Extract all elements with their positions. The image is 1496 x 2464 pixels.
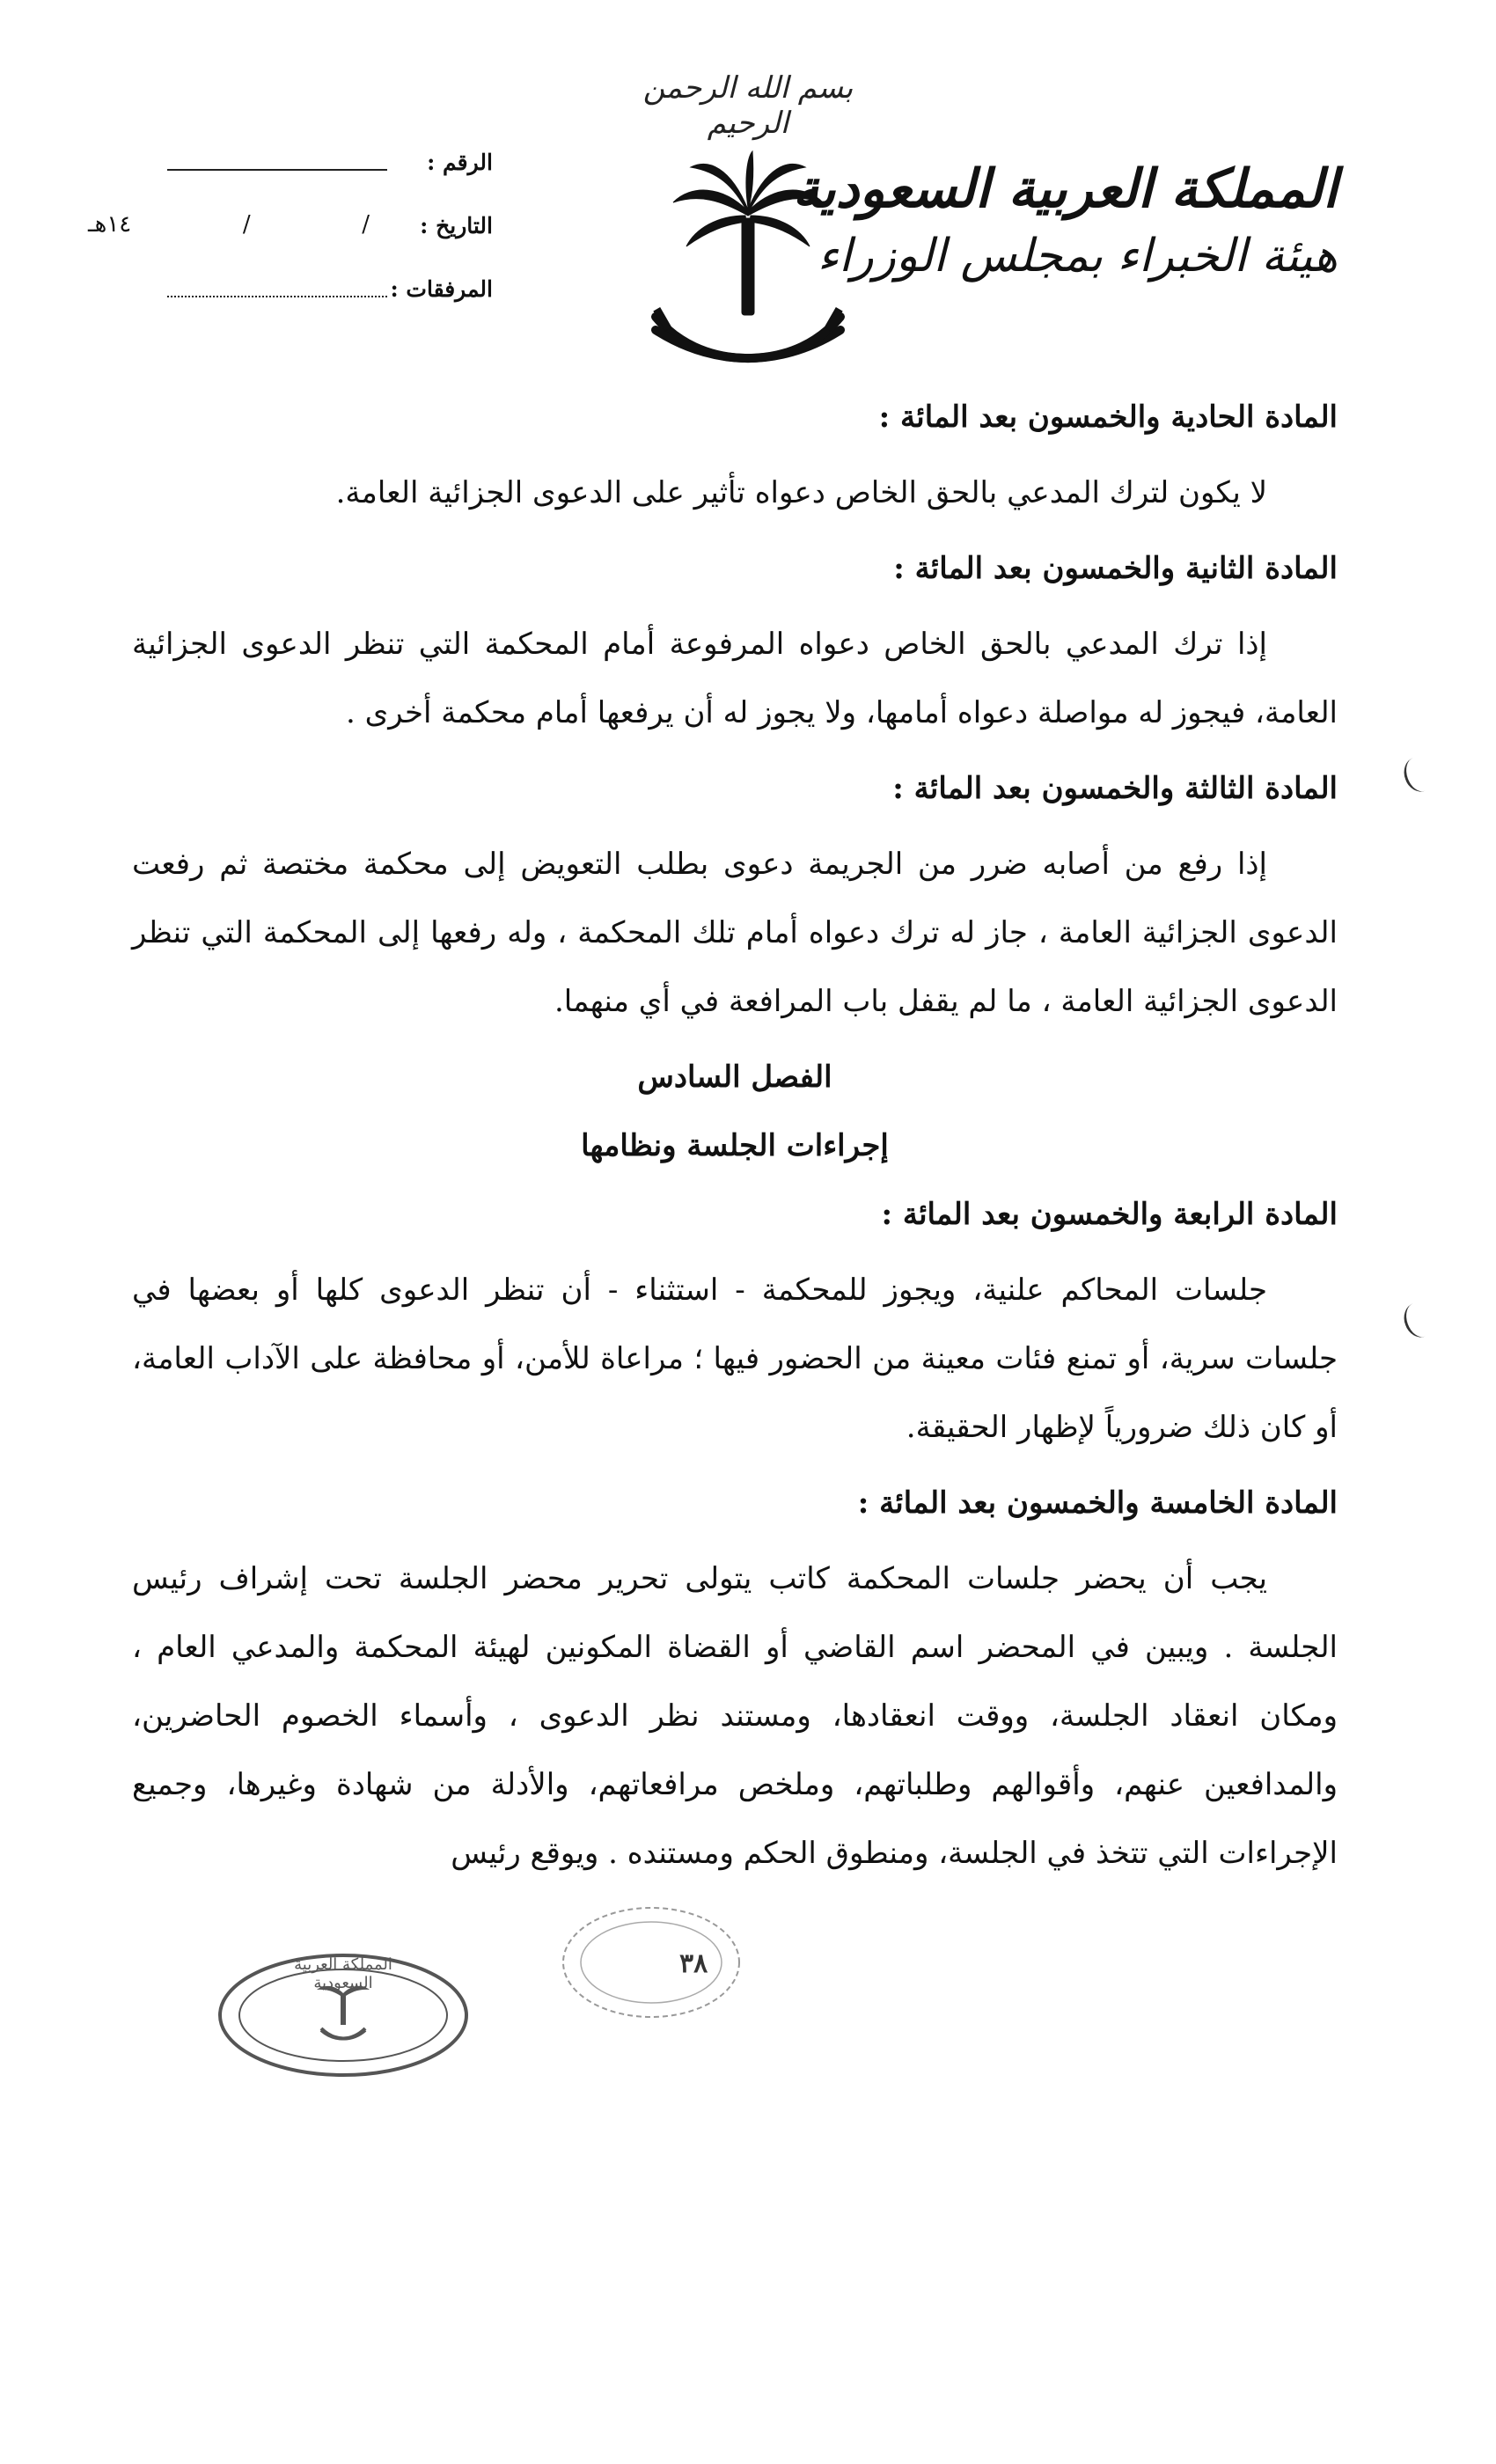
article-155-title: المادة الخامسة والخمسون بعد المائة : xyxy=(857,1485,1338,1521)
article-154-title: المادة الرابعة والخمسون بعد المائة : xyxy=(881,1197,1338,1232)
meta-attachments-row xyxy=(88,276,493,340)
seal-text: المملكة العربية السعودية xyxy=(294,1955,392,1992)
meta-date-label: التاريخ : xyxy=(420,213,493,238)
organization-name xyxy=(792,154,1338,288)
document-body xyxy=(132,383,1338,1895)
article-152-text: إذا ترك المدعي بالحق الخاص دعواه المرفوعة أمام المحكمة التي تنظر الدعوى الجزائية العامة، فيجوز له مواصلة دعواه أمامها، ولا يجوز له أن يرفعها أمام محكمة أخرى . xyxy=(132,627,1338,730)
article-151-text: لا يكون لترك المدعي بالحق الخاص دعواه تأثير على الدعوى الجزائية العامة. xyxy=(335,475,1267,510)
article-155-text: يجب أن يحضر جلسات المحكمة كاتب يتولى تحرير محضر الجلسة تحت إشراف رئيس الجلسة . ويبين في المحضر اسم القاضي أو القضاة المكونين لهيئة المحكمة والمدعي العام ، ومكان انعقاد الجلسة، ووقت انعقادها، ومستند نظر الدعوى ، وأسماء الخصوم الحاضرين، والمدافعين عنهم، وأقوالهم وطلباتهم، وملخص مرافعاتهم، والأدلة من شهادة وغيرها، وجميع الإجراءات التي تتخذ في الجلسة، ومنطوق الحكم ومستنده . ويوقع رئيس xyxy=(132,1561,1338,1871)
meta-number-row xyxy=(88,150,493,213)
org-country: المملكة العربية السعودية xyxy=(792,158,1338,220)
meta-attachments-label: المرفقات : xyxy=(390,276,493,302)
meta-date-row xyxy=(88,213,493,276)
circular-stamp xyxy=(554,1901,748,2024)
basmala: بسم الله الرحمن الرحيم xyxy=(642,70,854,141)
meta-number-line xyxy=(167,169,387,171)
org-agency: هيئة الخبراء بمجلس الوزراء xyxy=(817,230,1338,282)
meta-date-parts xyxy=(88,211,370,238)
chapter-title: الفصل السادس xyxy=(637,1060,832,1095)
date-year: ١٤هـ xyxy=(88,211,132,238)
margin-mark xyxy=(1399,753,1439,796)
article-153-title: المادة الثالثة والخمسون بعد المائة : xyxy=(892,771,1338,806)
date-sep-2: / xyxy=(242,211,251,238)
page-number: ٣٨ xyxy=(679,1948,708,1979)
meta-number-label: الرقم : xyxy=(427,150,493,175)
article-151-title: المادة الحادية والخمسون بعد المائة : xyxy=(878,400,1338,435)
date-sep-1: / xyxy=(362,211,370,238)
article-153-text: إذا رفع من أصابه ضرر من الجريمة دعوى بطلب التعويض إلى محكمة مختصة ثم رفعت الدعوى الجزائية العامة ، جاز له ترك دعواه أمام تلك المحكمة ، وله رفعها إلى المحكمة التي تنظر الدعوى الجزائية العامة ، ما لم يقفل باب المرافعة في أي منهما. xyxy=(132,847,1338,1019)
letter-meta xyxy=(88,150,493,340)
margin-mark xyxy=(1399,1299,1439,1342)
meta-attachments-line xyxy=(167,296,387,297)
article-152-title: المادة الثانية والخمسون بعد المائة : xyxy=(893,551,1338,586)
article-154-text: جلسات المحاكم علنية، ويجوز للمحكمة - استثناء - أن تنظر الدعوى كلها أو بعضها في جلسات سرية، أو تمنع فئات معينة من الحضور فيها ؛ مراعاة للأمن، أو محافظة على الآداب العامة، أو كان ذلك ضرورياً لإظهار الحقيقة. xyxy=(132,1272,1338,1445)
chapter-subtitle: إجراءات الجلسة ونظامها xyxy=(581,1128,889,1163)
